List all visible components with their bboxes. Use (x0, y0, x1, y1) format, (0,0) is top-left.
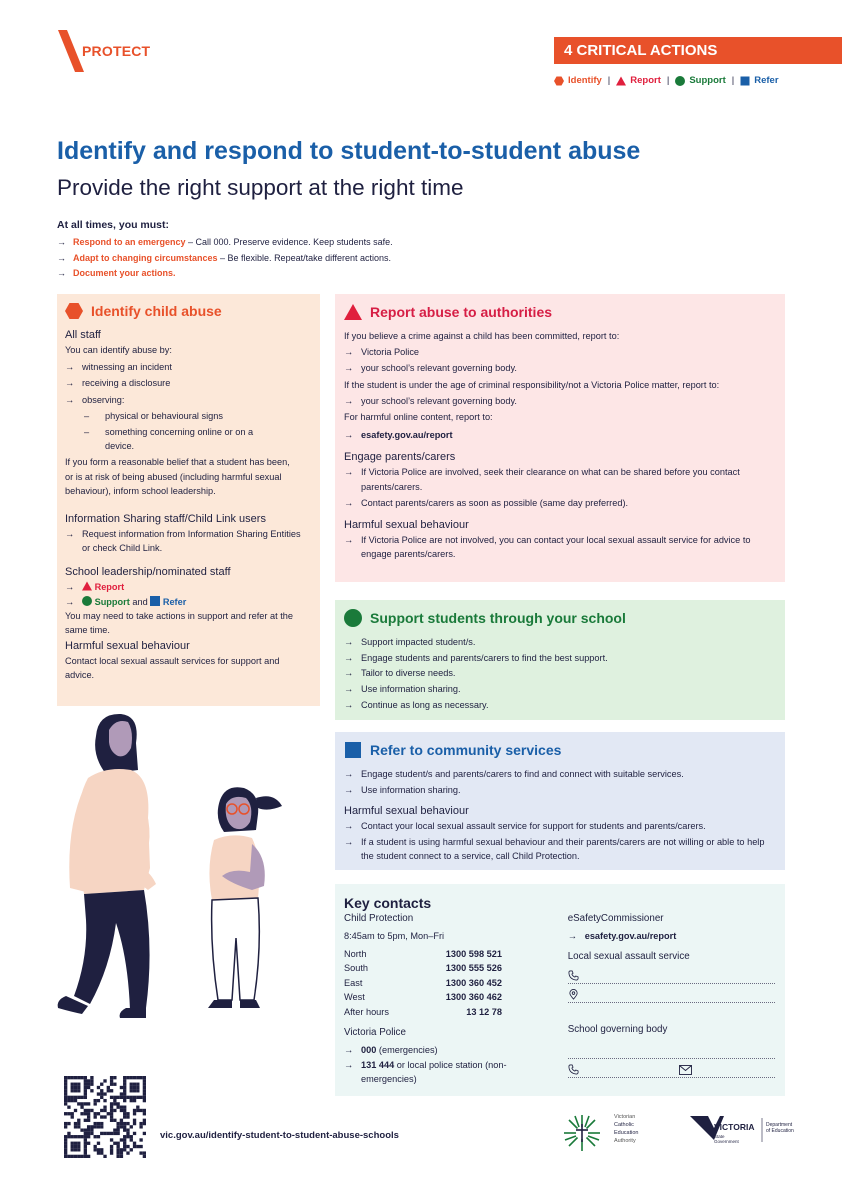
victoria-government-logo (690, 1112, 800, 1152)
at-all-times-heading: At all times, you must: (57, 219, 170, 231)
must-item: → Adapt to changing circumstances – Be flexible. Repeat/take different actions. (57, 251, 577, 267)
contacts-right-column (568, 912, 775, 1086)
report-heading: Report abuse to authorities (344, 303, 775, 321)
critical-actions-banner: 4 CRITICAL ACTIONS (554, 37, 842, 64)
location-pin-icon (568, 989, 579, 1000)
list-item: → Victoria Police (344, 347, 420, 358)
refer-panel (335, 732, 785, 870)
list-item: → If a student is using harmful sexual behaviour and their parents/carers are not willing or able to help the student connect to a service, call Child Protection. (344, 836, 765, 861)
arrow-icon: → (57, 252, 66, 263)
triangle-icon (616, 76, 626, 86)
square-icon (150, 596, 160, 606)
support-panel (335, 600, 785, 720)
phone-icon (568, 1064, 579, 1075)
list-item: → Tailor to diverse needs. (344, 668, 456, 679)
legend-identify: Identify (568, 75, 602, 86)
list-item: → Continue as long as necessary. (344, 699, 489, 710)
legend-support: Support (689, 75, 726, 86)
must-item: → Respond to an emergency – Call 000. Preserve evidence. Keep students safe. (57, 235, 577, 251)
local-service-heading: Local sexual assault service (567, 950, 690, 962)
report-panel: Report abuse to authorities If you believe a crime against a child has been committed, report to: → Victoria Police → your school’s relevant governing body. If the student is under the age of criminal responsibility/not a Victoria Police matter, report to: → your school’s relevant governing body. For harmful online content, report to: → esafety.gov.au/report Engage parents/carers → If Victoria Police are involved, seek their clearance on what can be shared before you contact parents/carers. → Contact parents/carers as soon as possible (same day preferred). Harmful sexual behaviour → If Victoria Police are not involved, you can contact your local sexual assault service for advice to engage parents/carers. (335, 294, 785, 582)
victoria-word: VICTORIA (714, 1122, 755, 1132)
list-item: → your school’s relevant governing body. (344, 395, 517, 406)
list-item: → 000 (emergencies) (344, 1045, 438, 1056)
hsb-heading: Harmful sexual behaviour (65, 640, 190, 653)
people-illustration (36, 708, 326, 1038)
list-item: → Report (65, 582, 125, 593)
phone-row: South 1300 555 526 (344, 963, 502, 974)
at-all-times-list (57, 219, 577, 282)
esafety-heading: eSafetyCommissioner (567, 913, 664, 925)
department-line: of Education (766, 1128, 794, 1134)
triangle-icon (82, 581, 92, 591)
phone-row: North 1300 598 521 (344, 948, 502, 959)
page-subtitle: Provide the right support at the right time (57, 175, 464, 200)
sub-list-item: – physical or behavioural signs (84, 410, 223, 421)
key-contacts-heading: Key contacts (344, 895, 432, 911)
governing-body-name-field[interactable] (568, 1043, 775, 1059)
list-item: → Support and Refer (65, 596, 187, 607)
circle-icon (675, 76, 685, 86)
list-item: → If Victoria Police are involved, seek their clearance on what can be shared before you contact parents/carers. (344, 467, 740, 492)
vcea-line: Victorian (614, 1114, 636, 1120)
phone-row: West 1300 360 462 (344, 992, 502, 1003)
page-title: Identify and respond to student-to-student abuse (57, 137, 641, 165)
refer-heading: Refer to community services (344, 741, 775, 759)
state-gov-line: State (714, 1134, 725, 1139)
vcea-logo (562, 1110, 662, 1156)
governing-body-contact-field[interactable] (568, 1062, 775, 1078)
belief-text: If you form a reasonable belief that a student has been, or is at risk of being abused (including harmful sexual behaviour), inform school leadership. (65, 457, 290, 496)
circle-icon (82, 596, 92, 606)
legend-refer: Refer (754, 75, 779, 86)
list-item: → Contact your local sexual assault service for support for students and parents/carers. (344, 820, 706, 831)
list-item: → Engage student/s and parents/carers to find and connect with suitable services. (344, 769, 684, 779)
legend-separator: | (731, 75, 735, 86)
list-item: → Use information sharing. (344, 784, 461, 795)
info-sharing-heading: Information Sharing staff/Child Link users (65, 513, 266, 526)
list-item: → Contact parents/carers as soon as possible (same day preferred). (344, 497, 629, 508)
list-item: → Request information from Information Sharing Entities or check Child Link. (65, 529, 301, 554)
vcea-line: Education (614, 1130, 639, 1136)
key-contacts-panel (335, 884, 785, 1096)
footer-url[interactable]: vic.gov.au/identify-student-to-student-abuse-schools (160, 1130, 399, 1141)
circle-icon (344, 609, 362, 627)
esafety-link[interactable]: → esafety.gov.au/report (567, 931, 677, 942)
support-heading: Support students through your school (344, 609, 775, 627)
list-item: → observing: (65, 394, 125, 405)
department-line: Department (766, 1122, 793, 1128)
hexagon-icon (65, 302, 83, 320)
triangle-icon (344, 303, 362, 321)
critical-actions-legend (554, 75, 779, 86)
list-item: → 131 444 or local police station (non-emergencies) (344, 1059, 507, 1084)
hsb-heading: Harmful sexual behaviour (344, 804, 469, 817)
list-item: → receiving a disclosure (65, 378, 171, 389)
arrow-icon: → (57, 268, 66, 278)
phone-row: After hours 13 12 78 (344, 1006, 502, 1017)
list-item: → Support impacted student/s. (344, 637, 476, 647)
identify-heading: Identify child abuse (65, 302, 310, 320)
vcea-line: Authority (614, 1138, 636, 1144)
list-item: → your school’s relevant governing body. (344, 363, 517, 374)
must-item: → Document your actions. (57, 266, 577, 282)
arrow-icon: → (57, 237, 66, 247)
all-staff-heading: All staff (65, 329, 101, 341)
protect-logo-word: PROTECT (82, 43, 151, 59)
list-item: → witnessing an incident (65, 362, 172, 373)
phone-row: East 1300 360 452 (344, 977, 502, 988)
sub-list-item: – something concerning online or on a device. (84, 427, 254, 452)
state-gov-line: Government (714, 1139, 739, 1144)
local-service-phone-field[interactable] (568, 968, 775, 984)
list-item: → If Victoria Police are not involved, you can contact your local sexual assault service for advice to engage parents/carers. (344, 535, 751, 560)
esafety-report-link[interactable]: → esafety.gov.au/report (344, 430, 453, 441)
local-service-location-field[interactable] (568, 987, 775, 1003)
email-icon (679, 1065, 692, 1075)
list-item: → Use information sharing. (344, 684, 461, 695)
phone-icon (568, 970, 579, 981)
contacts-left-column: Child Protection 8:45am to 5pm, Mon–Fri North 1300 598 521 South 1300 555 526 East 1300 360 452 West 1300 360 462 After hours 13 12 78 Victoria Police → 000 (emergencies) → 131 444 or local police station (non-emergencies) (344, 912, 568, 1086)
legend-separator: | (666, 75, 670, 86)
qr-code[interactable] (64, 1076, 146, 1158)
child-protection-heading: Child Protection (344, 913, 414, 925)
square-icon (344, 741, 362, 759)
victoria-police-heading: Victoria Police (344, 1027, 406, 1039)
identify-panel: Identify child abuse All staff You can identify abuse by: → witnessing an incident → receiving a disclosure → observing: – physical or behavioural signs – something concerning online or on a device. If you form a reasonable belief that a student has been, or is at risk of being abused (including harmful sexual behaviour), inform school leadership. Information Sharing staff/Child Link users → Request information from Information Sharing Entities or check Child Link. School leadership/nominated staff → Report → Support and Refer You may need to take actions in support and refer at the same time. Harmful sexual behaviour Contact local sexual assault services for support and advice. (57, 294, 320, 706)
vcea-line: Catholic (614, 1122, 634, 1128)
list-item: → Engage students and parents/carers to find the best support. (344, 652, 608, 663)
square-icon (740, 76, 750, 86)
hexagon-icon (554, 76, 564, 86)
governing-body-heading: School governing body (567, 1023, 668, 1035)
legend-report: Report (630, 75, 661, 86)
phone-table (344, 947, 502, 1020)
engage-parents-heading: Engage parents/carers (344, 451, 456, 464)
hsb-heading: Harmful sexual behaviour (344, 519, 469, 532)
leadership-heading: School leadership/nominated staff (65, 566, 231, 579)
legend-separator: | (607, 75, 611, 86)
